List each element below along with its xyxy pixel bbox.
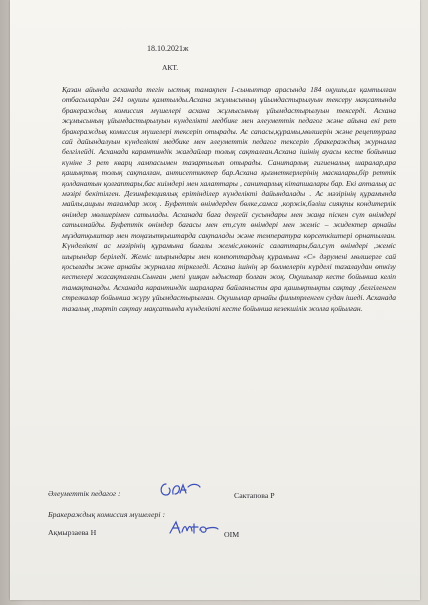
document-page — [10, 0, 420, 600]
pedagog-name: Сактапова Р — [234, 491, 275, 500]
document-body: Қазан айында асханада тегін ыстық тамақпен 1-сыныптар арасында 184 оқушы,ал қамтылған отбасылардан 241 оқушы қамтылды.Асхана жұмысының ұйымдастырылуын тексеру мақсатында бракераждық комиссия мүшелері асхана жұмысының ұйымдастырылуын тексерді. Асхана жұмысының ұйымдастырылуын күнделікті медбике мен әлеуметтік педагог және айына екі рет бракераждық комиссия мүшелері тексеріп отырады. Ас сапасы,құрамы,мөлшерін және рецептураға сай дайындалуын күнделікті медбике мен әлеуметтік педагог тексеріп ,бракераждық журналға белгілейді. Асханада карантиндік жағдайлар толық сақталған.Асхана ішінің ауасы кесте бойынша күніне 3 рет кварц лампасымен тазартылып отырады. Санитарлық гигиеналық шаралар,ара қашықтық толық сақталған, антисептиктер бар.Асхана қызметкерлерінің маскалары,бір реттік қолданатын қолғаптары,бас киімдері мен халаттары , санитарлық кітапшалары бар. Екі апталық ас мәзірі бекітілген. Дезинфекциялық ерітінділер күнделікті дайындалады . Ас мәзірінің құрамында майлы,ащыы тағамдар жоқ . Буфеттік өнімдерден бөлке,самса ,коржік,бәліш сияқты кондитерлік өнімдер мөлшерімен сатылады. Асханада баға деңгейі сусындары мен жаңа піскен сүт өнімдері сатылмайды. Буфеттік өнімдер бағасы мен ет,сүт өнімдері мен жеміс – жидектер арнайы мұздатқыштар мен тоңазытқыштарда сақталады және температура көрсеткіштері орнатылған. Күнделікті ас мәзірінің құрамына бағалы жеміс,көкөніс салаттары,бал,сүт өнімдері ,жеміс шырындар беріледі. Жеміс шырындары мен компоттардың құрамына «С» дәрумені мөлшерге сай қосылады және арнайы журналға тіркеледі. Асхана ішінің әр бөлмелерін күрделі тазалаудан өткізу кестелері жасақталған.Сынған ,мепі ұшқан ыдыстар болған жоқ. Оқушылар кесте бойынша келіп тамақтанады. Асханада карантиндік шараларға байланысты ара қашықтықты сақтау ,белгіленген стрелкалар бойынша жүру ұйымдастырылған. Оқушылар арнайы фильтрленген судан ішеді. Асханада тазалық ,тәртіп сақтау мақсатында күнделікті кесте бойынша кезекшілік жолға қойылған. — [62, 85, 396, 313]
member-name: Ақмырзаева Н — [48, 528, 97, 537]
member-role: ОІМ — [224, 530, 240, 539]
commission-label: Бракераждық комиссия мүшелері : — [48, 510, 166, 519]
document-date: 18.10.2021ж — [147, 44, 189, 53]
pedagog-label: Әлеуметтік педагог : — [48, 489, 121, 498]
pedagog-signature-icon — [158, 480, 202, 498]
member-signature-icon — [168, 519, 220, 537]
document-title: АКТ. — [162, 63, 179, 72]
